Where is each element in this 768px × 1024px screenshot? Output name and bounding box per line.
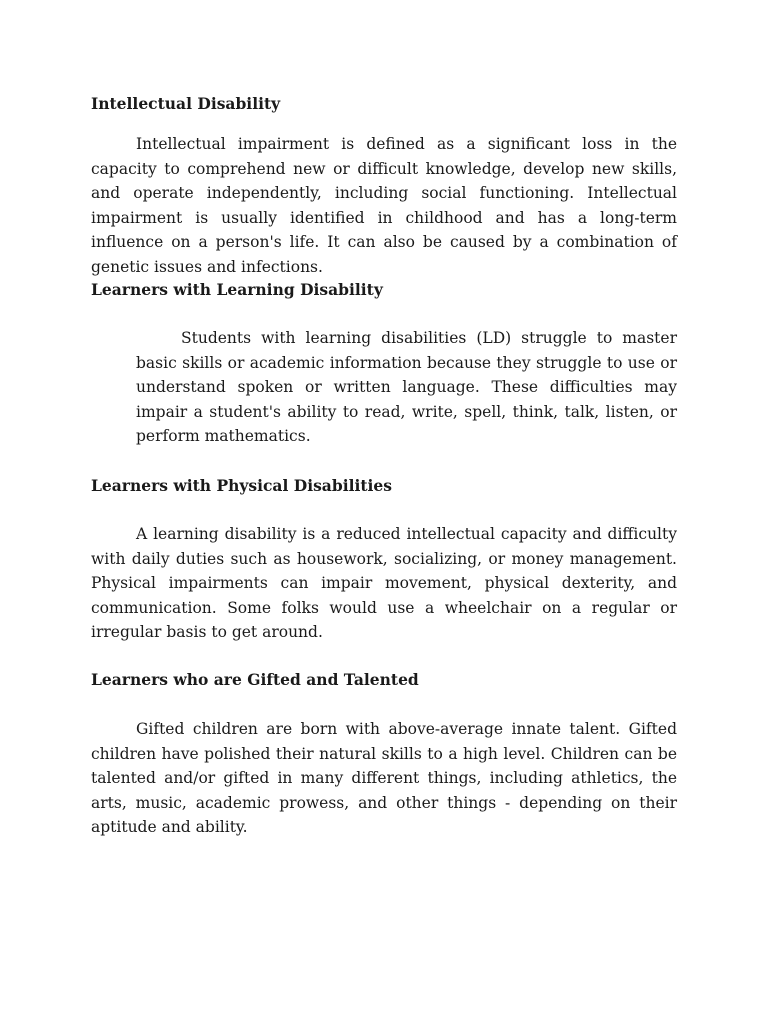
section-body-physical-disabilities: A learning disability is a reduced intellectual capacity and difficulty with daily duties such as housework, socializing, or money management. Physical impairments can impair movement, physical dexterity, and communication. Some folks would use a wheelchair on a regular or irregular basis to get around.	[91, 525, 677, 641]
section-body-intellectual-disability: Intellectual impairment is defined as a significant loss in the capacity to comprehend new or difficult knowledge, develop new skills, and operate independently, including social functioning. Intellectual impairment is usually identified in childhood and has a long-term influence on a person's life. It can also be caused by a combination of genetic issues and infections.	[91, 135, 677, 276]
section-heading-intellectual-disability: Intellectual Disability	[91, 94, 281, 113]
section-body-learning-disability: Students with learning disabilities (LD) struggle to master basic skills or academic information because they struggle to use or understand spoken or written language. These difficulties may impair a student's ability to read, write, spell, think, talk, listen, or perform mathematics.	[136, 329, 677, 445]
section-heading-gifted-talented: Learners who are Gifted and Talented	[91, 670, 419, 689]
section-heading-physical-disabilities: Learners with Physical Disabilities	[91, 476, 392, 495]
section-heading-learning-disability: Learners with Learning Disability	[91, 280, 383, 299]
section-body-gifted-talented: Gifted children are born with above-average innate talent. Gifted children have polished their natural skills to a high level. Children can be talented and/or gifted in many different things, including athletics, the arts, music, academic prowess, and other things - depending on their aptitude and ability.	[91, 720, 677, 836]
